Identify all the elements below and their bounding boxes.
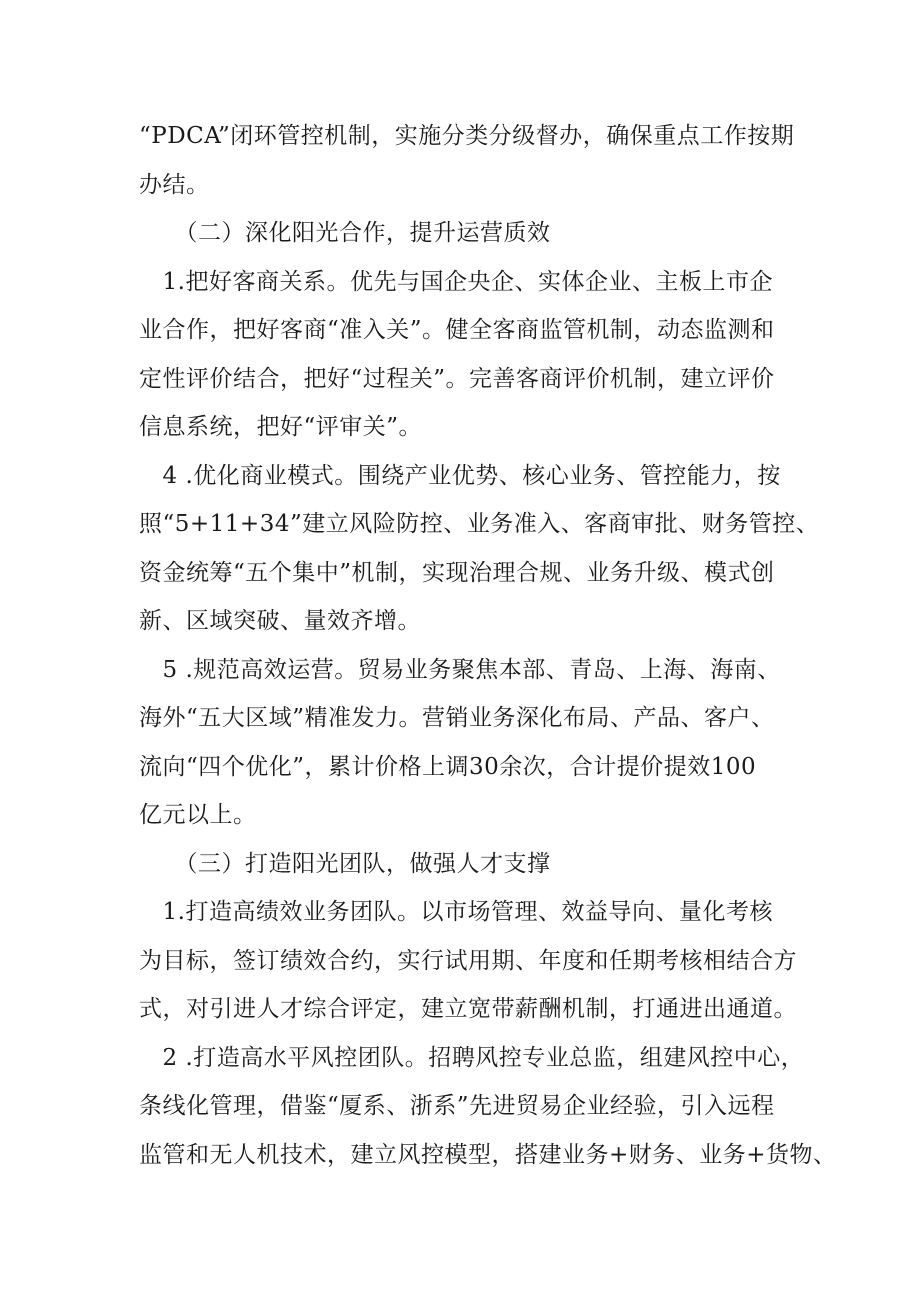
section-heading: （三）打造阳光团队，做强人才支撑 (139, 850, 551, 877)
text-line: 办结。 (139, 171, 210, 198)
text-line: 业合作，把好客商“准入关”。健全客商监管机制，动态监测和 (139, 317, 775, 343)
text-line: 监管和无人机技术，建立风控模型，搭建业务+财务、业务+货物、 (139, 1141, 837, 1168)
text-line: 新、区域突破、量效齐增。 (139, 608, 421, 634)
text-line: 定性评价结合，把好“过程关”。完善客商评价机制，建立评价 (139, 365, 775, 392)
text-line: 条线化管理，借鉴“厦系、浙系”先进贸易企业经验，引入远程 (139, 1093, 775, 1119)
text-line: 4 .优化商业模式。围绕产业优势、核心业务、管控能力，按 (139, 462, 781, 489)
text-line: 海外“五大区域”精准发力。营销业务深化布局、产品、客户、 (139, 705, 775, 731)
text-line: 式，对引进人才综合评定，建立宽带薪酬机制，打通进出通道。 (139, 996, 797, 1022)
text-line: 5 .规范高效运营。贸易业务聚焦本部、青岛、上海、海南、 (139, 656, 781, 683)
text-line: 2 .打造高水平风控团队。招聘风控专业总监，组建风控中心， (139, 1044, 805, 1071)
text-line: 照“5+11+34”建立风险防控、业务准入、客商审批、财务管控、 (139, 511, 820, 537)
text-line: 1.打造高绩效业务团队。以市场管理、效益导向、量化考核 (139, 899, 773, 925)
text-line: 流向“四个优化”，累计价格上调30余次，合计提价提效100 (139, 753, 757, 780)
text-line: 亿元以上。 (139, 802, 257, 828)
document-body (139, 112, 837, 1179)
text-line: 信息系统，把好“评审关”。 (139, 414, 423, 440)
text-line: 资金统筹“五个集中”机制，实现治理合规、业务升级、模式创 (139, 559, 775, 586)
text-line: 为目标，签订绩效合约，实行试用期、年度和任期考核相结合方 (139, 947, 797, 974)
text-line: “PDCA”闭环管控机制，实施分类分级督办，确保重点工作按期 (139, 123, 795, 149)
text-line: 1.把好客商关系。优先与国企央企、实体企业、主板上市企 (139, 268, 773, 295)
section-heading: （二）深化阳光合作，提升运营质效 (139, 220, 551, 246)
